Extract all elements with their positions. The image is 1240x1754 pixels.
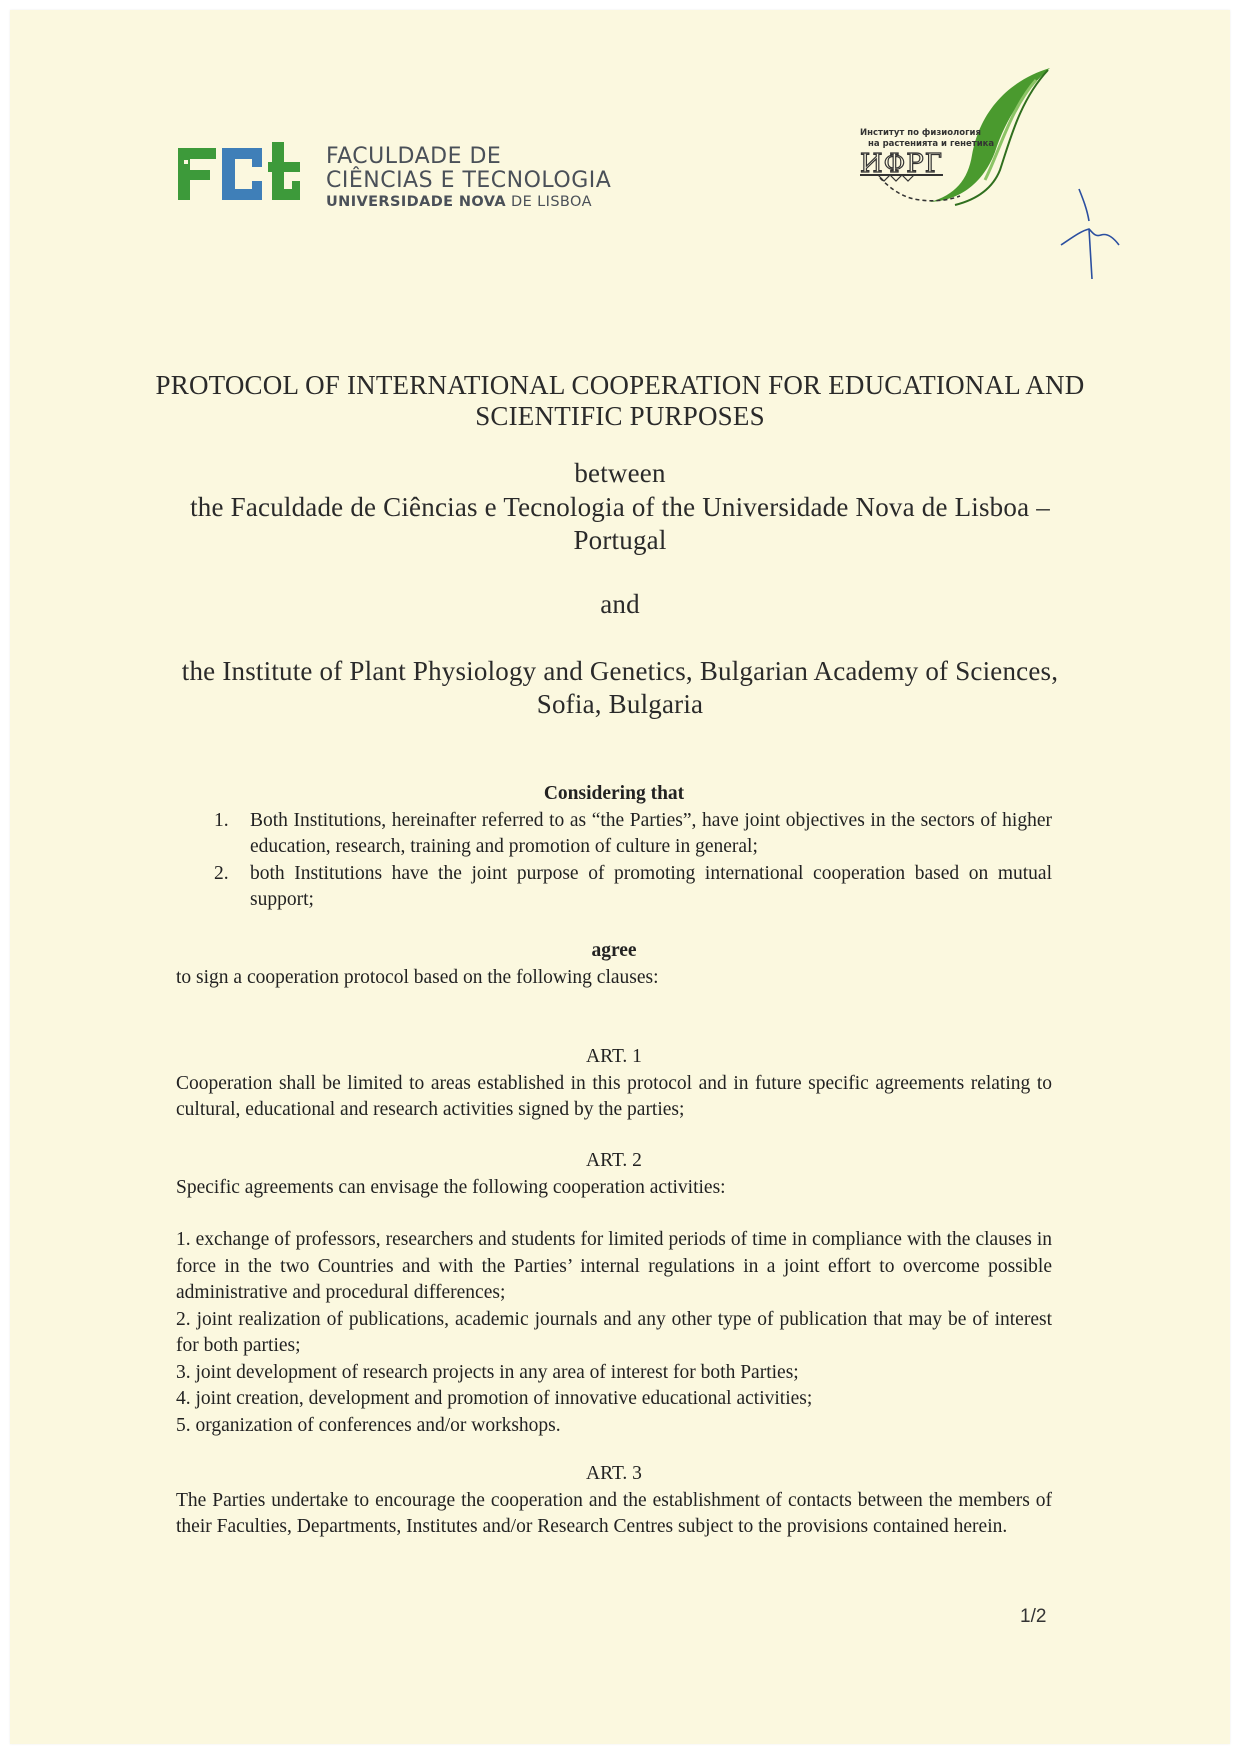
agree-heading: agree <box>591 940 637 961</box>
fct-logo <box>176 142 776 222</box>
considering-list <box>176 808 1052 914</box>
list-item: 2. both Institutions have the joint purpose of promoting international cooperation based on mutual support; <box>214 862 1052 910</box>
list-item: 4. joint creation, development and promotion of innovative educational activities; <box>176 1388 813 1409</box>
fct-line1: FACULDADE DE <box>326 144 502 169</box>
title-between: between <box>574 458 666 488</box>
list-item: 5. organization of conferences and/or workshops. <box>176 1414 561 1436</box>
agree-text: to sign a cooperation protocol based on the following clauses: <box>176 966 659 988</box>
agree-section <box>176 938 1052 991</box>
list-item: 1. Both Institutions, hereinafter referred to as “the Parties”, have joint objectives in the sectors of higher education, research, training and promotion of culture in general; <box>214 809 1052 857</box>
considering-heading: Considering that <box>543 783 685 804</box>
ippg-line2: на растенията и генетика <box>868 139 995 149</box>
list-item: 1. exchange of professors, researchers and students for limited periods of time in compliance with the clauses in force in the two Countries and with the Parties’ internal regulations in a joint effort to overcome possible administrative and procedural differences; <box>176 1229 1052 1303</box>
title-party2: the Institute of Plant Physiology and Genetics, Bulgarian Academy of Sciences, Sofia, Bulgaria <box>181 656 1059 719</box>
fct-mark-icon <box>176 142 322 206</box>
fct-wordmark <box>326 145 611 211</box>
article-text: The Parties undertake to encourage the cooperation and the establishment of contacts between the members of their Faculties, Departments, Institutes and/or Research Centres subject to the provisions contained herein. <box>176 1489 1052 1537</box>
article-1 <box>176 1044 1052 1124</box>
article-3 <box>176 1461 1052 1541</box>
list-item: 3. joint development of research projects in any area of interest for both Parties; <box>176 1361 799 1383</box>
fct-line3 <box>326 193 611 211</box>
ippg-logo <box>860 60 1060 220</box>
fct-line3-rest: DE LISBOA <box>506 194 592 210</box>
article-heading: ART. 2 <box>586 1150 642 1171</box>
article-2-items <box>176 1227 1052 1439</box>
title-and: and <box>600 589 640 619</box>
title-party1: the Faculdade de Ciências e Tecnologia of the Universidade Nova de Lisboa – Portugal <box>190 492 1050 555</box>
article-2 <box>176 1148 1052 1439</box>
list-item: 2. joint realization of publications, academic journals and any other type of publication that may be of interest for both parties; <box>176 1308 1052 1356</box>
article-heading: ART. 1 <box>586 1046 642 1067</box>
article-text: Cooperation shall be limited to areas established in this protocol and in future specific agreements relating to cultural, educational and research activities signed by the parties; <box>176 1072 1052 1120</box>
considering-section <box>176 781 1052 914</box>
page-number: 1/2 <box>1020 1606 1047 1627</box>
ippg-abbreviation: ИФРГ <box>860 149 943 179</box>
ippg-line1: Институт по физиология <box>860 128 981 138</box>
article-heading: ART. 3 <box>586 1463 642 1484</box>
fct-line2: CIÊNCIAS E TECNOLOGIA <box>326 168 612 193</box>
handwritten-initials-icon <box>1055 185 1125 285</box>
document-title: PROTOCOL OF INTERNATIONAL COOPERATION FOR EDUCATIONAL AND SCIENTIFIC PURPOSES <box>155 370 1085 431</box>
article-text: Specific agreements can envisage the following cooperation activities: <box>176 1176 726 1198</box>
fct-line3-bold: UNIVERSIDADE NOVA <box>326 194 507 210</box>
